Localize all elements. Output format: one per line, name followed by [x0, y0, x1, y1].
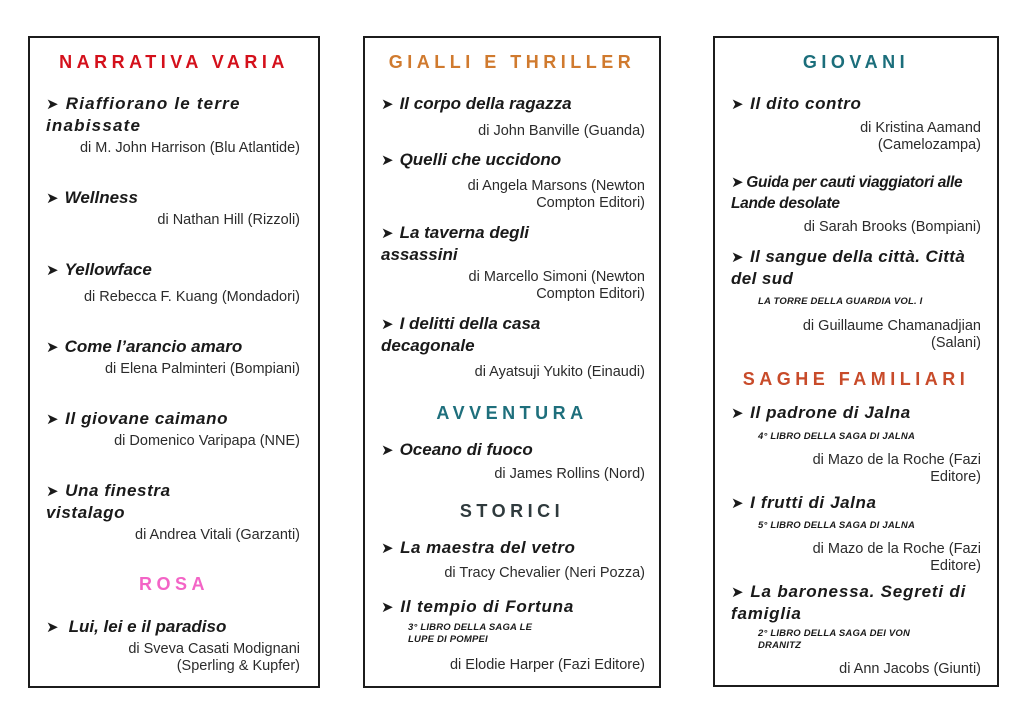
- section-heading-gialli-thriller: GIALLI E THRILLER: [388, 52, 636, 72]
- book-title: [381, 149, 561, 171]
- book-author: di Ayatsuji Yukito (Einaudi): [474, 364, 645, 380]
- arrow-bullet-icon: ➤: [381, 152, 394, 169]
- arrow-bullet-icon: ➤: [731, 249, 744, 266]
- book-title-text: Wellness: [64, 188, 138, 207]
- arrow-bullet-icon: ➤: [731, 96, 745, 113]
- book-author: di M. John Harrison (Blu Atlantide): [79, 140, 300, 156]
- section-heading-narrativa-varia: NARRATIVA VARIA: [59, 52, 289, 72]
- arrow-bullet-icon: ➤: [731, 405, 745, 422]
- book-title-text: Il padrone di Jalna: [750, 403, 911, 422]
- section-heading-giovani: GIOVANI: [802, 52, 910, 72]
- book-title: [46, 480, 216, 523]
- arrow-bullet-icon: ➤: [46, 190, 59, 207]
- book-author: di Sveva Casati Modignani (Sperling & Kupfer): [128, 641, 300, 674]
- book-author: di Mazo de la Roche (Fazi Editore): [812, 452, 981, 485]
- book-author: di John Banville (Guanda): [478, 123, 645, 139]
- book-author: di Tracy Chevalier (Neri Pozza): [444, 565, 645, 581]
- book-title: [46, 336, 242, 358]
- book-author: di Sarah Brooks (Bompiani): [803, 219, 981, 235]
- section-heading-rosa: ROSA: [138, 574, 209, 594]
- arrow-bullet-icon: ➤: [381, 442, 394, 459]
- book-title: [381, 596, 574, 618]
- book-title-text: Il giovane caimano: [65, 409, 229, 428]
- book-title-text: Il corpo della ragazza: [399, 94, 572, 113]
- section-heading-saghe-familiari: SAGHE FAMILIARI: [742, 369, 970, 389]
- arrow-bullet-icon: ➤: [731, 495, 745, 512]
- column-gialli-avventura-storici: [363, 36, 661, 688]
- arrow-bullet-icon: ➤: [381, 540, 395, 557]
- arrow-bullet-icon: ➤: [731, 584, 745, 601]
- book-title-text: Come l’arancio amaro: [64, 337, 243, 356]
- book-title-text: La maestra del vetro: [400, 538, 576, 557]
- book-title-text: I delitti della casa decagonale: [381, 314, 541, 355]
- book-title-text: Il dito contro: [750, 94, 862, 113]
- book-author: di Rebecca F. Kuang (Mondadori): [83, 289, 300, 305]
- book-series-note: 5° LIBRO DELLA SAGA DI JALNA: [758, 520, 916, 531]
- arrow-bullet-icon: ➤: [381, 225, 394, 242]
- section-heading-storici: STORICI: [459, 501, 565, 521]
- book-author: di Elena Palminteri (Bompiani): [104, 361, 300, 377]
- book-series-note: 2° LIBRO DELLA SAGA DEI VON DRANITZ: [758, 628, 911, 651]
- book-title: [46, 259, 152, 281]
- book-title: [381, 93, 572, 115]
- arrow-bullet-icon: ➤: [731, 174, 744, 191]
- book-title: [46, 187, 138, 209]
- book-title-text: Il sangue della città. Città del sud: [731, 247, 966, 288]
- book-author: di Mazo de la Roche (Fazi Editore): [812, 541, 981, 574]
- book-author: di Marcello Simoni (Newton Compton Editori): [468, 269, 645, 302]
- book-author: di James Rollins (Nord): [494, 466, 645, 482]
- book-title: [381, 313, 581, 356]
- book-title-text: Il tempio di Fortuna: [400, 597, 575, 616]
- book-title: [46, 408, 228, 430]
- book-title-text: Lui, lei e il paradiso: [68, 617, 227, 636]
- book-title: [46, 616, 226, 638]
- arrow-bullet-icon: ➤: [46, 262, 59, 279]
- book-series-note: 3° LIBRO DELLA SAGA LE LUPE DI POMPEI: [408, 622, 533, 645]
- arrow-bullet-icon: ➤: [381, 599, 395, 616]
- book-title: [731, 581, 991, 624]
- arrow-bullet-icon: ➤: [381, 96, 394, 113]
- book-series-note: LA TORRE DELLA GUARDIA VOL. I: [758, 296, 923, 307]
- book-author: di Kristina Aamand (Camelozampa): [860, 120, 981, 153]
- book-title-text: I frutti di Jalna: [750, 493, 877, 512]
- book-title-text: Una finestra vistalago: [46, 481, 171, 522]
- book-author: di Domenico Varipapa (NNE): [114, 433, 300, 449]
- column-giovani-saghe: [713, 36, 999, 687]
- column-narrativa-rosa: [28, 36, 320, 688]
- book-author: di Angela Marsons (Newton Compton Editori): [467, 178, 645, 211]
- book-title-text: La baronessa. Segreti di famiglia: [731, 582, 967, 623]
- book-title-text: Riaffiorano le terre inabissate: [46, 94, 241, 135]
- arrow-bullet-icon: ➤: [46, 411, 60, 428]
- arrow-bullet-icon: ➤: [46, 619, 59, 636]
- arrow-bullet-icon: ➤: [46, 96, 60, 113]
- book-title: [731, 402, 911, 424]
- arrow-bullet-icon: ➤: [46, 483, 60, 500]
- book-title: [381, 222, 581, 265]
- arrow-bullet-icon: ➤: [46, 339, 59, 356]
- book-title: [381, 439, 533, 461]
- book-title: [46, 93, 306, 136]
- book-author: di Elodie Harper (Fazi Editore): [449, 657, 645, 673]
- book-author: di Ann Jacobs (Giunti): [839, 661, 981, 677]
- book-title-text: Guida per cauti viaggiatori alle Lande desolate: [731, 174, 963, 212]
- book-author: di Guillaume Chamanadjian (Salani): [802, 318, 981, 351]
- section-heading-avventura: AVVENTURA: [436, 403, 588, 423]
- book-author: di Andrea Vitali (Garzanti): [135, 527, 300, 543]
- book-title: [731, 492, 877, 514]
- book-title-text: Quelli che uccidono: [399, 150, 562, 169]
- book-title-text: La taverna degli assassini: [381, 223, 530, 264]
- book-title: [731, 246, 971, 289]
- book-title-text: Oceano di fuoco: [399, 440, 533, 459]
- book-title: [731, 172, 991, 214]
- arrow-bullet-icon: ➤: [381, 316, 394, 333]
- book-title: [381, 537, 575, 559]
- book-title: [731, 93, 862, 115]
- book-author: di Nathan Hill (Rizzoli): [157, 212, 300, 228]
- book-series-note: 4° LIBRO DELLA SAGA DI JALNA: [758, 431, 916, 442]
- book-title-text: Yellowface: [64, 260, 152, 279]
